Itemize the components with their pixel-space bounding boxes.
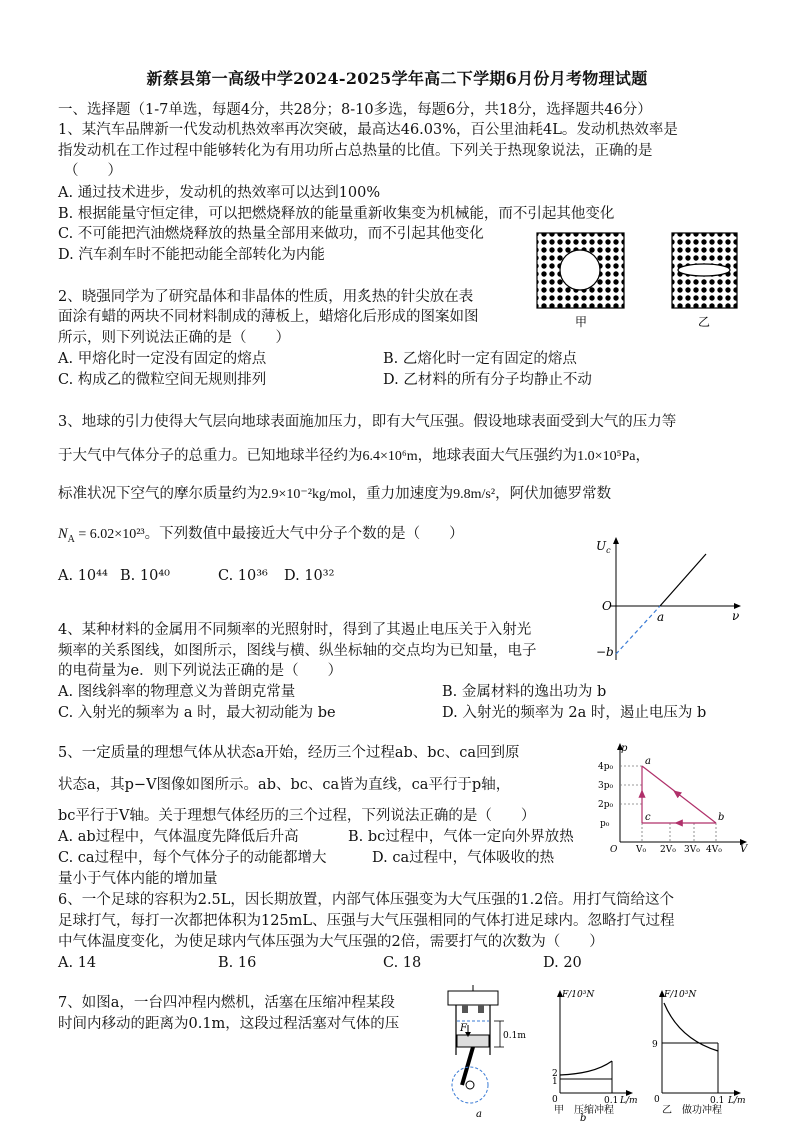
cylinder-head [448, 991, 498, 1005]
q6-option-b: B. 16 [218, 955, 257, 971]
label-tick-01: 0.1 [604, 1096, 619, 1106]
q5-option-c: C. ca过程中，每个气体分子的动能都增大 [58, 850, 327, 866]
label-state-a: a [645, 756, 651, 767]
q7-stem-line1: 7、如图a，一台四冲程内燃机，活塞在压缩冲程某段 [58, 995, 395, 1011]
label-yi: 乙 [698, 315, 711, 329]
label-p: p [621, 743, 628, 754]
label-v0: V₀ [636, 845, 647, 855]
q1-stem-line2: 指发动机在工作过程中能够转化为有用功所占总热量的比值。下列关于热现象说法，正确的是 [58, 143, 653, 159]
label-v: V [740, 844, 748, 855]
q3-stem-line1: 3、地球的引力使得大气层向地球表面施加压力，即有大气压强。假设地球表面受到大气的压力等 [58, 414, 677, 430]
pv-cycle [642, 766, 716, 823]
circular-melt-region [560, 250, 600, 290]
wax-pattern-figure [532, 230, 742, 330]
q5-option-d-cont: 量小于气体内能的增加量 [58, 871, 218, 887]
label-a: a [657, 610, 665, 624]
graph-line-dashed [616, 606, 660, 654]
label-tick-0: 0 [654, 1095, 660, 1105]
q6-option-d: D. 20 [543, 955, 582, 971]
caption-compression: 甲 压缩冲程 [554, 1105, 614, 1116]
q3-stem-line3: 标准状况下空气的摩尔质量约为2.9×10⁻²kg/mol，重力加速度为9.8m/s²，阿伏加德罗常数 [58, 486, 612, 502]
q3-option-d: D. 10³² [284, 568, 335, 584]
q2-option-d: D. 乙材料的所有分子均静止不动 [383, 372, 592, 388]
label-2v0: 2V₀ [660, 845, 676, 855]
valve-right [478, 1005, 484, 1013]
pv-gridlines [620, 766, 716, 842]
q2-option-b: B. 乙熔化时一定有固定的熔点 [383, 351, 577, 367]
q5-option-a: A. ab过程中，气体温度先降低后升高 [58, 829, 299, 845]
connecting-rod [462, 1047, 473, 1085]
label-f-axis: F/10³N [562, 990, 595, 1000]
q2-option-c: C. 构成乙的微粒空间无规则排列 [58, 372, 267, 388]
label-l-axis: L/m [620, 1096, 638, 1106]
q1-option-c: C. 不可能把汽油燃烧释放的热量全部用来做功，而不引起其他变化 [58, 226, 484, 242]
q6-stem-line3: 中气体温度变化，为使足球内气体压强为大气压强的2倍，需要打气的次数为（ ） [58, 934, 604, 950]
compression-curve [560, 1061, 612, 1075]
label-minus-b: −b [596, 645, 614, 659]
q6-option-c: C. 18 [383, 955, 422, 971]
label-tick-9: 9 [652, 1040, 658, 1050]
q4-option-d: D. 入射光的频率为 2a 时，遏止电压为 b [442, 705, 707, 721]
label-fig-a: a [476, 1109, 482, 1120]
caption-power: 乙 做功冲程 [662, 1105, 722, 1116]
label-origin: O [602, 599, 612, 613]
valve-left [462, 1005, 468, 1013]
label-state-b: b [718, 812, 725, 823]
label-2p0: 2p₀ [598, 800, 614, 810]
label-state-c: c [645, 812, 651, 823]
elliptical-melt-region [678, 264, 730, 276]
q2-stem-line3: 所示，则下列说法正确的是（ ） [58, 330, 290, 346]
label-jia: 甲 [575, 315, 588, 329]
label-tick-0: 0 [552, 1095, 558, 1105]
plate-right [672, 233, 737, 308]
piston [457, 1035, 489, 1047]
label-l-axis: L/m [728, 1096, 746, 1106]
q1-stem-line1: 1、某汽车品牌新一代发动机热效率再次突破，最高达46.03%，百公里油耗4L。发动机热效率是 [58, 122, 678, 138]
q3-option-b: B. 10⁴⁰ [120, 568, 170, 584]
label-force: F [460, 1023, 467, 1034]
label-tick-1: 1 [552, 1077, 558, 1087]
power-stroke-graph [648, 985, 748, 1121]
label-nu: ν [732, 609, 740, 623]
pv-diagram [598, 740, 754, 856]
label-uc: $U_c$ [596, 539, 611, 555]
q3-option-c: C. 10³⁶ [218, 568, 268, 584]
q4-option-c: C. 入射光的频率为 a 时，最大初动能为 be [58, 705, 336, 721]
label-distance: 0.1m [503, 1031, 526, 1041]
q4-option-a: A. 图线斜率的物理意义为普朗克常量 [58, 684, 296, 700]
q1-option-a: A. 通过技术进步，发动机的热效率可以达到100% [58, 185, 381, 201]
label-f-axis: F/10³N [664, 990, 697, 1000]
q5-stem-line1: 5、一定质量的理想气体从状态a开始，经历三个过程ab、bc、ca回到原 [58, 745, 520, 761]
plate-left [537, 233, 624, 308]
q2-stem-line2: 面涂有蜡的两块不同材料制成的薄板上，蜡熔化后形成的图案如图 [58, 309, 479, 325]
q5-option-d: D. ca过程中，气体吸收的热 [372, 850, 555, 866]
q3-option-a: A. 10⁴⁴ [58, 568, 108, 584]
q6-option-a: A. 14 [58, 955, 97, 971]
label-tick-01: 0.1 [710, 1096, 725, 1106]
label-fig-b: b [580, 1113, 587, 1121]
label-3p0: 3p₀ [598, 781, 614, 791]
label-4p0: 4p₀ [598, 762, 614, 772]
page-title: 新蔡县第一高级中学2024-2025学年高二下学期6月份月考物理试题 [146, 69, 648, 88]
q4-stem-line1: 4、某种材料的金属用不同频率的光照射时，得到了其遏止电压关于入射光 [58, 622, 532, 638]
q6-stem-line1: 6、一个足球的容积为2.5L，因长期放置，内部气体压强变为大气压强的1.2倍。用打气筒给这个 [58, 892, 674, 908]
q4-stem-line2: 频率的关系图线，如图所示，图线与横、纵坐标轴的交点均为已知量，电子 [58, 643, 537, 659]
label-p0: p₀ [600, 819, 610, 829]
q3-stem-line2: 于大气中气体分子的总重力。已知地球半径约为6.4×10⁶m，地球表面大气压强约为1.0×10⁵Pa， [58, 448, 650, 464]
q2-option-a: A. 甲熔化时一定没有固定的熔点 [58, 351, 267, 367]
label-3v0: 3V₀ [684, 845, 700, 855]
compression-stroke-graph [540, 985, 640, 1121]
q1-option-d: D. 汽车刹车时不能把动能全部转化为内能 [58, 247, 325, 263]
q5-stem-line2: 状态a，其p−V图像如图所示。ab、bc、ca皆为直线，ca平行于p轴， [58, 777, 511, 793]
section-heading: 一、选择题（1-7单选，每题4分，共28分；8-10多选，每题6分，共18分，选择题共46分） [58, 102, 652, 118]
stopping-voltage-graph [590, 532, 750, 667]
q4-option-b: B. 金属材料的逸出功为 b [442, 684, 607, 700]
q4-stem-line3: 的电荷量为e．则下列说法正确的是（ ） [58, 663, 343, 679]
q3-stem-line4: $N_A = 6.02\times 10^{23}$。下列数值中最接近大气中分子个数的是（ ） [58, 526, 464, 545]
q2-stem-line1: 2、晓强同学为了研究晶体和非晶体的性质，用炙热的针尖放在表 [58, 289, 474, 305]
power-curve [664, 1003, 718, 1051]
graph-line-solid [660, 554, 706, 606]
q5-stem-line3: bc平行于V轴。关于理想气体经历的三个过程，下列说法正确的是（ ） [58, 808, 536, 824]
label-tick-2: 2 [552, 1069, 558, 1079]
q1-answer-blank: （ ） [64, 163, 122, 179]
q1-option-b: B. 根据能量守恒定律，可以把燃烧释放的能量重新收集变为机械能，而不引起其他变化 [58, 206, 615, 222]
q5-option-b: B. bc过程中，气体一定向外界放热 [348, 829, 574, 845]
label-4v0: 4V₀ [706, 845, 722, 855]
q7-stem-line2: 时间内移动的距离为0.1m，这段过程活塞对气体的压 [58, 1016, 400, 1032]
label-origin: O [610, 845, 618, 855]
q6-stem-line2: 足球打气，每打一次都把体积为125mL、压强与大气压强相同的气体打进足球内。忽略打气过程 [58, 913, 675, 929]
engine-figure-a [440, 985, 540, 1121]
